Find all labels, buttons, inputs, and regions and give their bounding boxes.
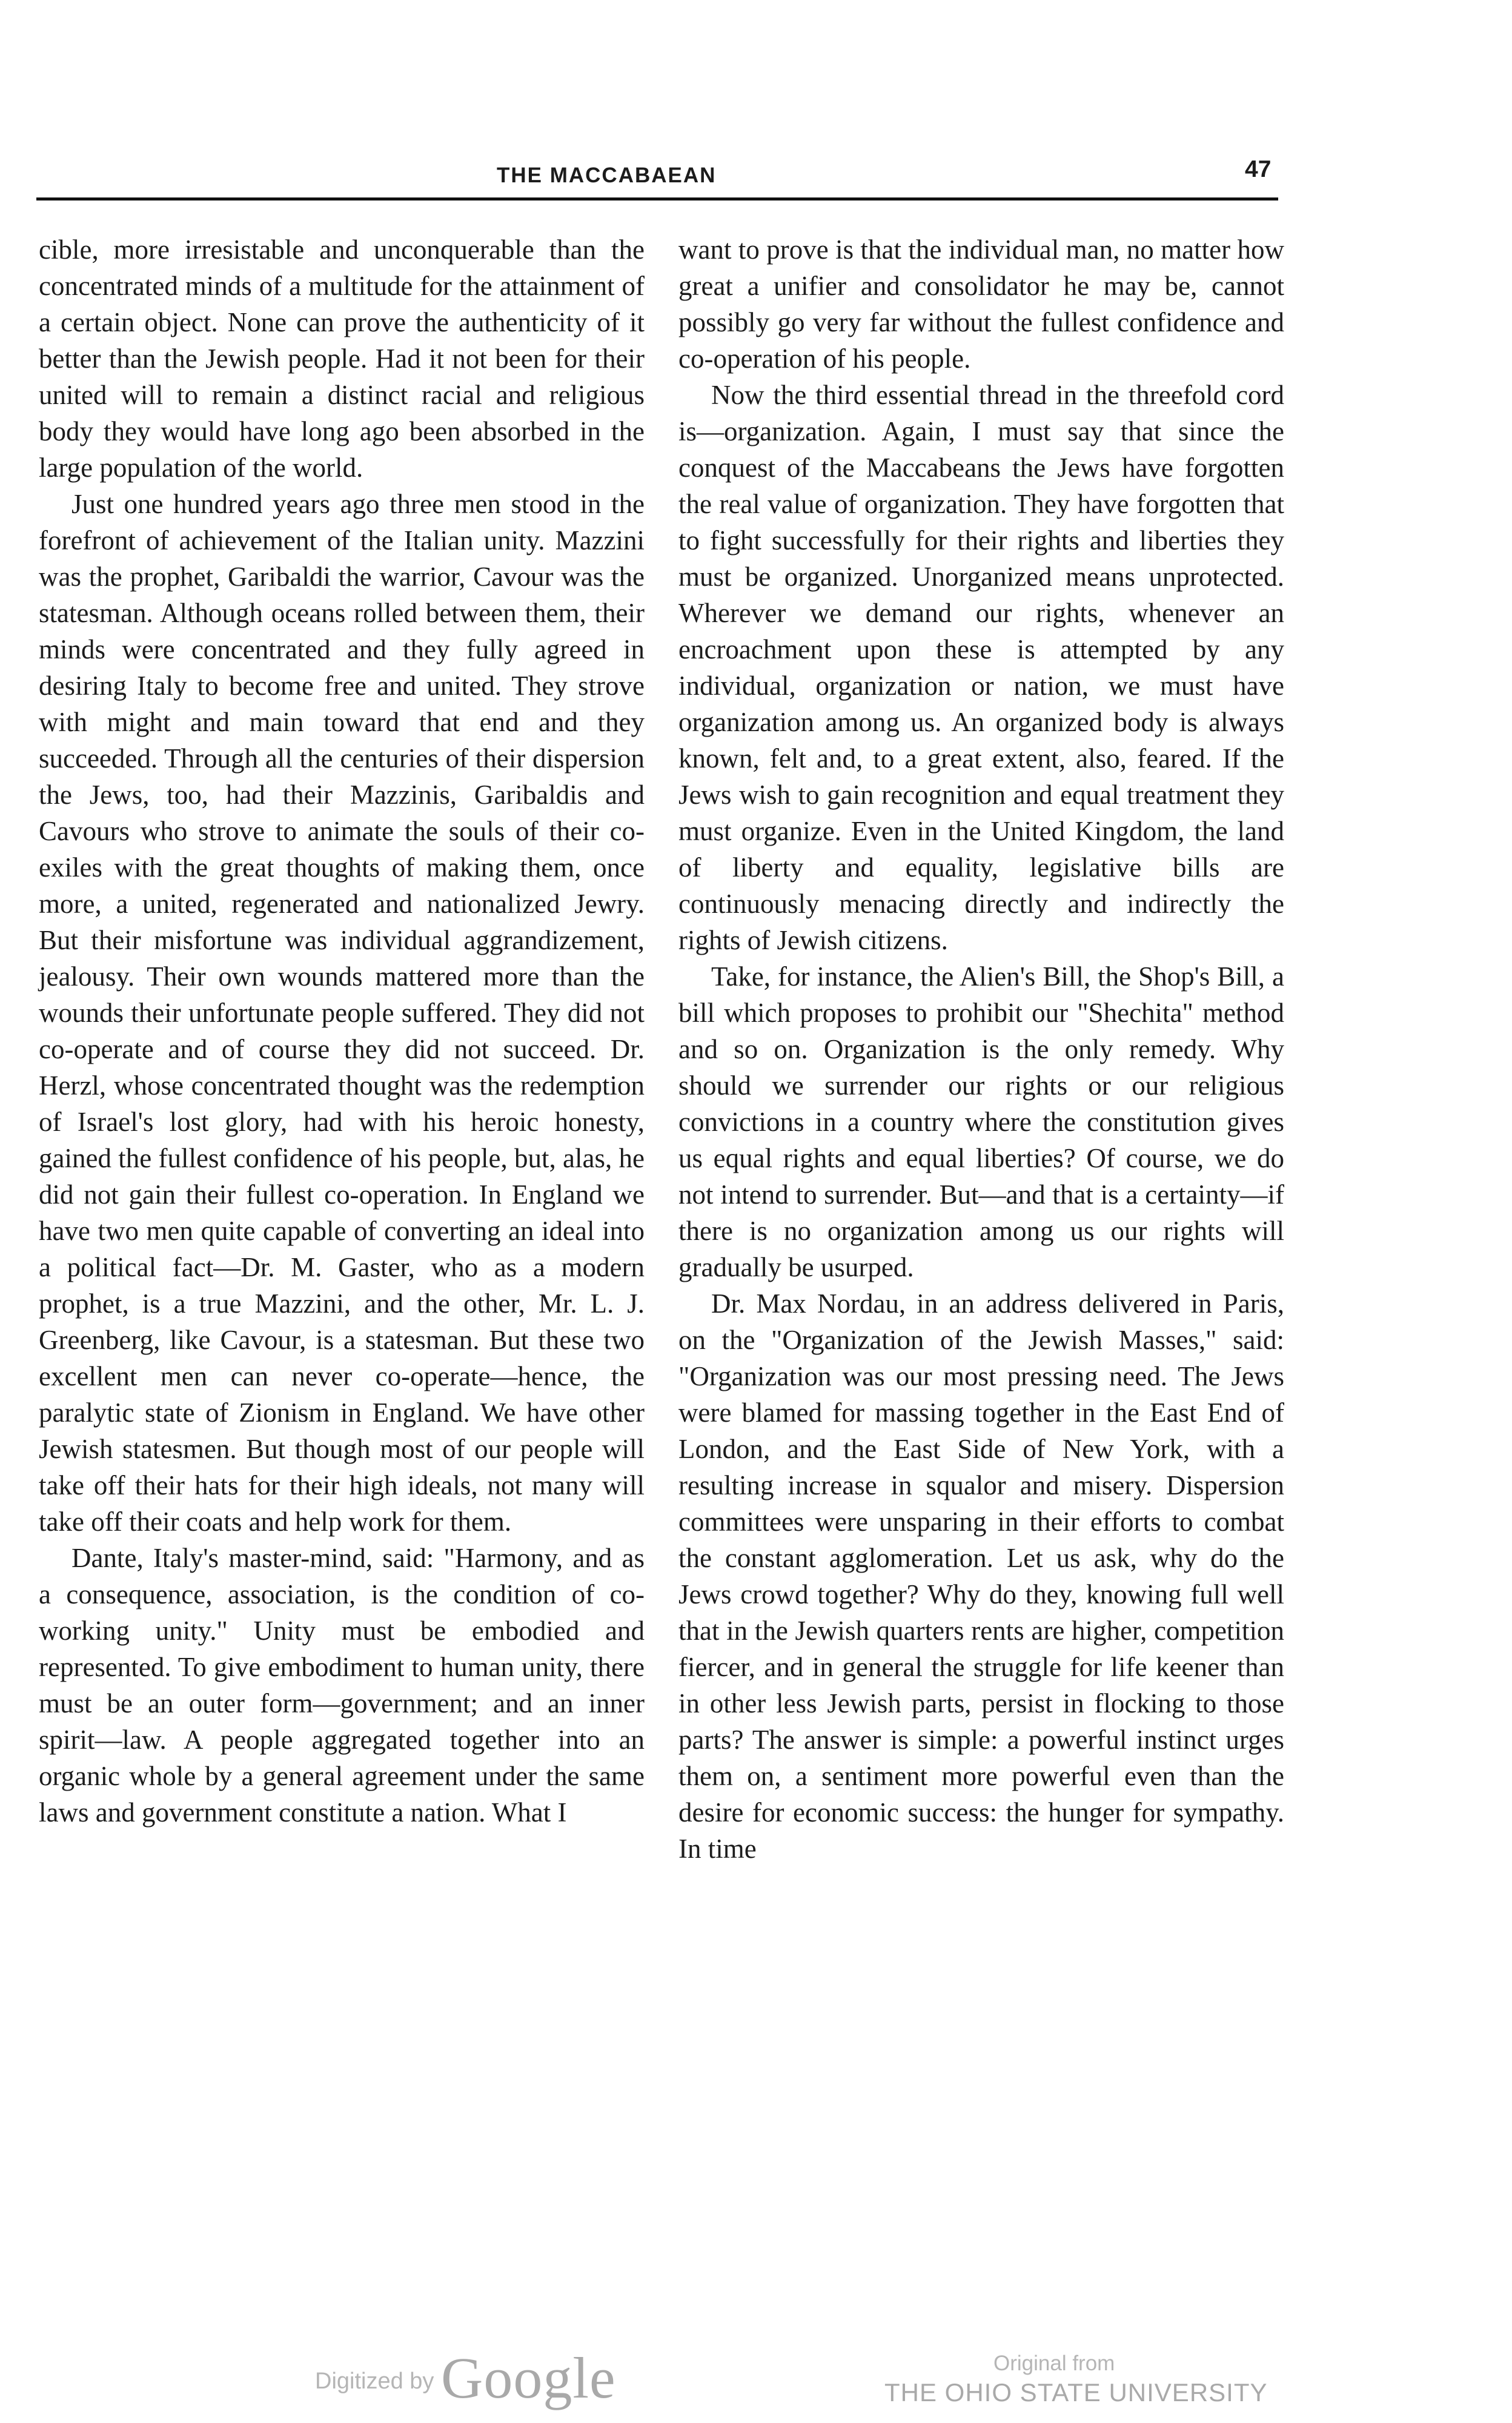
- paragraph: Dante, Italy's master-mind, said: "Harmony, and as a consequence, association, is the condition of co-working unity." Unity must be embodied and represented. To give embodiment to human unity, there must be an outer form—government; and an inner spirit—law. A people aggregated together into an organic whole by a general agreement under the same laws and government constitute a nation. What I: [39, 1543, 645, 1828]
- left-column: [39, 231, 645, 1831]
- institution-name: THE OHIO STATE UNIVERSITY: [884, 2378, 1268, 2407]
- google-logo: Google: [441, 2345, 616, 2410]
- paragraph: want to prove is that the individual man, no matter how great a unifier and consolidator he may be, cannot possibly go very far without the fullest confidence and co-operation of his people.: [678, 234, 1284, 374]
- paragraph: Just one hundred years ago three men stood in the forefront of achievement of the Italian unity. Mazzini was the prophet, Garibaldi the warrior, Cavour was the statesman. Although oceans rolled between them, their minds were concentrated and they fully agreed in desiring Italy to become free and united. They strove with might and main toward that end and they succeeded. Through all the centuries of their dispersion the Jews, too, had their Mazzinis, Garibaldis and Cavours who strove to animate the souls of their co-exiles with the great thoughts of making them, once more, a united, regenerated and nationalized Jewry. But their misfortune was individual aggrandizement, jealousy. Their own wounds mattered more than the wounds their unfortunate people suffered. They did not co-operate and of course they did not succeed. Dr. Herzl, whose concentrated thought was the redemption of Israel's lost glory, had with his heroic honesty, gained the fullest confidence of his people, but, alas, he did not gain their fullest co-operation. In England we have two men quite capable of converting an ideal into a political fact—Dr. M. Gaster, who as a modern prophet, is a true Mazzini, and the other, Mr. L. J. Greenberg, like Cavour, is a statesman. But these two excellent men can never co-operate—hence, the paralytic state of Zionism in England. We have other Jewish statesmen. But though most of our people will take off their hats for their high ideals, not many will take off their coats and help work for them.: [39, 489, 645, 1537]
- header-rule: [36, 197, 1278, 201]
- running-title: THE MACCABAEAN: [497, 164, 717, 187]
- digitized-by-label: Digitized by: [315, 2368, 434, 2394]
- paragraph: Take, for instance, the Alien's Bill, the Shop's Bill, a bill which proposes to prohibit our "Shechita" method and so on. Organization is the only remedy. Why should we surrender our rights or our religious convictions in a country where the constitution gives us equal rights and equal liberties? Of course, we do not intend to surrender. But—and that is a certainty—if there is no organization among us our rights will gradually be usurped.: [678, 961, 1284, 1282]
- paragraph: Dr. Max Nordau, in an address delivered in Paris, on the "Organization of the Jewish Masses," said: "Organization was our most pressing need. The Jews were blamed for massing together in the East End of London, and the East Side of New York, with a resulting increase in squalor and misery. Dispersion committees were unsparing in their efforts to combat the constant agglomeration. Let us ask, why do the Jews crowd together? Why do they, knowing full well that in the Jewish quarters rents are higher, competition fiercer, and in general the struggle for life keener than in other less Jewish parts, persist in flocking to those parts? The answer is simple: a powerful instinct urges them on, a sentiment more powerful even than the desire for economic success: the hunger for sympathy. In time: [678, 1288, 1284, 1864]
- original-from-label: Original from: [993, 2352, 1115, 2375]
- digitization-footer: [0, 2344, 1512, 2417]
- paragraph: cible, more irresistable and unconquerable than the concentrated minds of a multitude for the attainment of a certain object. None can prove the authenticity of it better than the Jewish people. Had it not been for their united will to remain a distinct racial and religious body they would have long ago been absorbed in the large population of the world.: [39, 234, 645, 483]
- right-column: [678, 231, 1284, 1867]
- paragraph: Now the third essential thread in the threefold cord is—organization. Again, I must say that since the conquest of the Maccabeans the Jews have forgotten the real value of organization. They have forgotten that to fight successfully for their rights and liberties they must be organized. Unorganized means unprotected. Wherever we demand our rights, whenever an encroachment upon these is attempted by any individual, organization or nation, we must have organization among us. An organized body is always known, felt and, to a great extent, also, feared. If the Jews wish to gain recognition and equal treatment they must organize. Even in the United Kingdom, the land of liberty and equality, legislative bills are continuously menacing directly and indirectly the rights of Jewish citizens.: [678, 380, 1284, 955]
- page-number: 47: [1245, 156, 1272, 182]
